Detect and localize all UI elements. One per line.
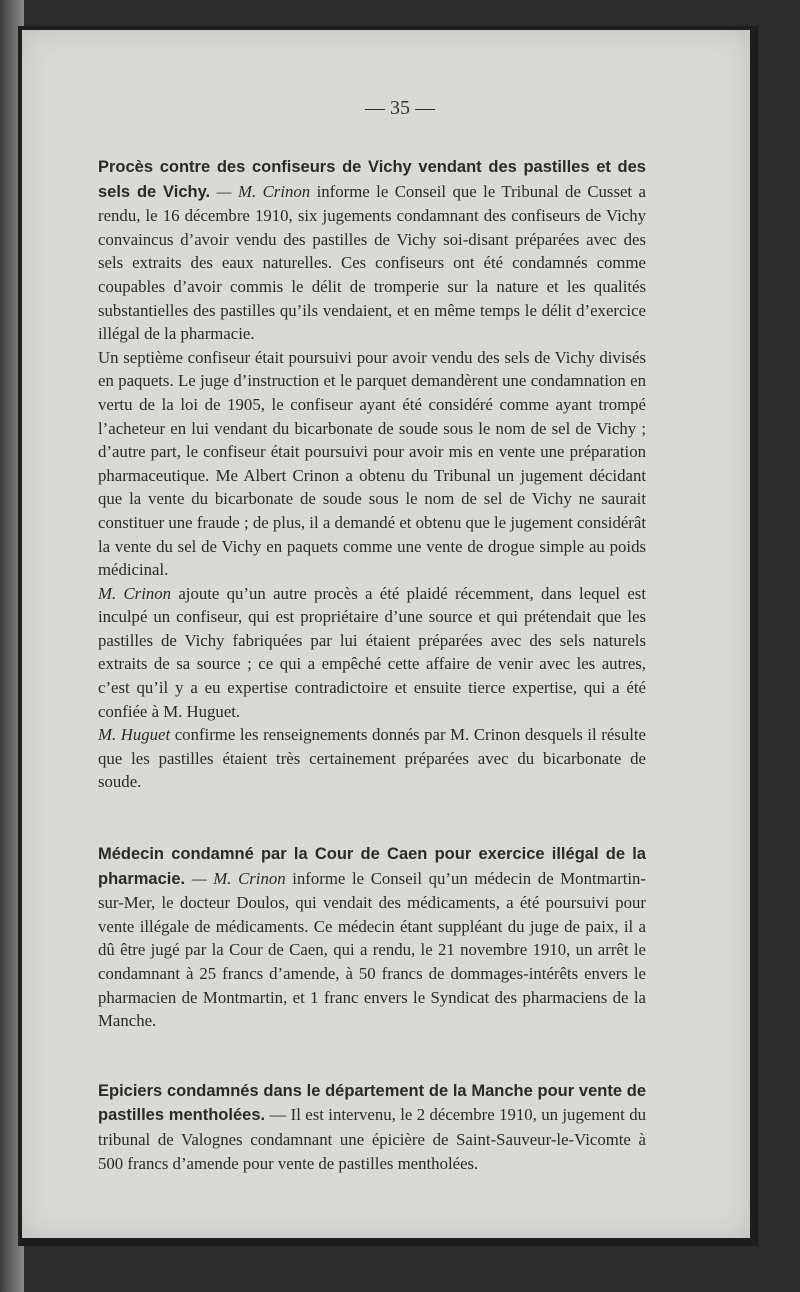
section-vichy (98, 155, 646, 794)
paragraph (98, 842, 646, 1033)
page-number: — 35 — (365, 97, 435, 119)
speaker-lead: — M. Crinon (216, 181, 311, 201)
section-spacer (98, 1033, 646, 1079)
paragraph (98, 346, 646, 582)
page-content (98, 155, 646, 1175)
paragraph-text: informe le Conseil qu’un médecin de Montmartin-sur-Mer, le docteur Doulos, qui vendait des médicaments, a été poursuivi pour vente illégale de médicaments. Ce médecin étant suppléant du juge de paix, il a dû être jugé par la Cour de Caen, qui a rendu, le 21 novembre 1910, un arrêt le condamnant à 25 francs d’amende, à 50 francs de dommages-intérêts envers le pharmacien de Montmartin, et 1 franc envers le Syndicat des pharmaciens de la Manche. (98, 868, 647, 1031)
paragraph-text: confirme les renseignements donnés par M. Crinon desquels il résulte que les pastilles étaient très certainement préparées avec du bicarbonate de soude. (98, 725, 646, 792)
section-heading: Médecin condamné par la Cour de Caen pour exercice illégal de la pharmacie. (98, 845, 646, 888)
paragraph (98, 723, 646, 794)
speaker-lead: M. Huguet (98, 725, 171, 745)
section-caen (98, 842, 646, 1033)
paragraph (98, 582, 646, 724)
paragraph (98, 1079, 646, 1175)
paragraph (98, 155, 646, 346)
paragraph-text: Un septième confiseur était poursuivi pour avoir vendu des sels de Vichy divisés en paquets. Le juge d’instruction et le parquet demandèrent une condamnation en vertu de la loi de 1905, le confiseur ayant été considéré comme ayant trompé l’acheteur en lui vendant du bicarbonate de soude sous le nom de sel de Vichy ; d’autre part, le confiseur était poursuivi pour avoir mis en vente une préparation pharmaceutique. Me Albert Crinon a obtenu du Tribunal un jugement décidant que la vente du bicarbonate de soude sous le nom de sel de Vichy ne saurait constituer une fraude ; de plus, il a demandé et obtenu que le jugement considérât la vente du sel de Vichy en paquets comme une vente de drogue simple au poids médicinal. (98, 347, 646, 580)
paragraph-text: — Il est intervenu, le 2 décembre 1910, un jugement du tribunal de Valognes condamnant une épicière de Saint-Sauveur-le-Vicomte à 500 francs d’amende pour vente de pastilles mentholées. (98, 1105, 647, 1173)
section-heading: Epiciers condamnés dans le département de la Manche pour vente de pastilles mentholées. (98, 1081, 646, 1125)
section-manche (98, 1079, 646, 1175)
section-heading: Procès contre des confiseurs de Vichy vendant des pastilles et des sels de Vichy. (98, 158, 646, 201)
speaker-lead: M. Crinon (98, 583, 172, 603)
section-spacer (98, 794, 646, 842)
paragraph-text: informe le Conseil que le Tribunal de Cusset a rendu, le 16 décembre 1910, six jugements condamnant des confiseurs de Vichy convaincus d’avoir vendu des pastilles de Vichy soi-disant préparées avec des sels extraits des eaux naturelles. Ces confiseurs ont été condamnés comme coupables d’avoir commis le délit de tromperie sur la nature et les qualités substantielles des pastilles qu’ils vendaient, et en même temps le délit d’exercice illégal de la pharmacie. (98, 181, 646, 344)
paragraph-text: ajoute qu’un autre procès a été plaidé récemment, dans lequel est inculpé un confiseur, qui est propriétaire d’une source et qui prétendait que les pastilles de Vichy fabriquées par lui étaient préparées avec des sels naturels extraits de sa source ; ce qui a empêché cette affaire de venir avec les autres, c’est qu’il y a eu expertise contradictoire et ensuite tierce expertise, qui a été confiée à M. Huguet. (98, 583, 646, 721)
speaker-lead: — M. Crinon (191, 868, 286, 888)
